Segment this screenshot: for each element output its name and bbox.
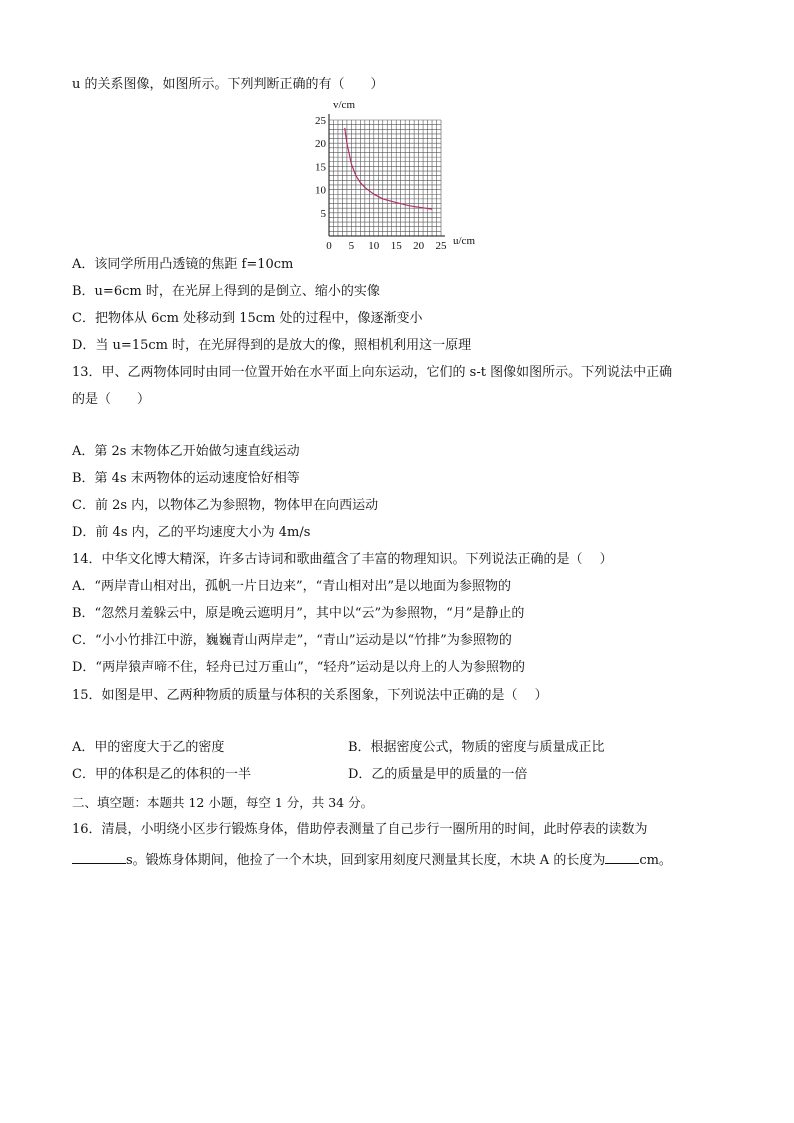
q15-option-c: C．甲的体积是乙的体积的一半 [72,767,251,782]
answer-blank-2[interactable] [605,849,639,864]
y-tick-label: 20 [315,138,326,151]
chart-x-label: u/cm [453,235,475,247]
chart-series-curve [345,128,432,209]
q12-stem: u 的关系图像，如图所示。下列判断正确的有（ ） [72,77,384,92]
q15-option-b: B．根据密度公式，物质的密度与质量成正比 [348,740,605,755]
q14-option-b: B．“忽然月羞躲云中，原是晚云遮明月”，其中以“云”为参照物，“月”是静止的 [72,606,525,621]
answer-blank-1[interactable] [72,849,126,864]
chart-y-label: v/cm [333,99,355,111]
x-tick-label: 0 [326,240,332,252]
x-tick-label: 10 [368,240,380,252]
y-tick-label: 5 [320,207,326,220]
q14-option-a: A．“两岸青山相对出，孤帆一片日边来”，“青山相对出”是以地面为参照物的 [72,579,511,594]
x-tick-label: 15 [390,240,402,252]
q13-stem-line2: 的是（ ） [72,392,151,407]
y-tick-label: 25 [315,115,326,127]
q12-option-c: C．把物体从 6cm 处移动到 15cm 处的过程中，像逐渐变小 [72,311,423,326]
q12-option-b: B．u=6cm 时，在光屏上得到的是倒立、缩小的实像 [72,284,380,299]
q16-line2-text-a: s。锻炼身体期间，他捡了一个木块，回到家用刻度尺测量其长度，木块 A 的长度为 [126,853,606,868]
y-tick-label: 15 [315,161,326,174]
x-tick-label: 25 [435,240,447,252]
section-title: 二、填空题：本题共 12 小题，每空 1 分，共 34 分。 [72,795,374,810]
u-v-graph [315,98,475,252]
q15-stem: 15．如图是甲、乙两种物质的质量与体积的关系图象，下列说法中正确的是（ ） [72,688,548,703]
q13-option-b: B．第 4s 末两物体的运动速度恰好相等 [72,471,300,486]
x-tick-label: 5 [348,240,355,252]
q13-stem-line1: 13．甲、乙两物体同时由同一位置开始在水平面上向东运动，它们的 s-t 图像如图所示。下列说法中正确 [72,365,673,380]
y-tick-label: 10 [315,184,326,197]
q16-line2 [72,849,672,870]
q13-option-d: D．前 4s 内，乙的平均速度大小为 4m/s [72,525,311,540]
x-tick-label: 20 [413,240,425,252]
q16-line1: 16．清晨，小明绕小区步行锻炼身体，借助停表测量了自己步行一圈所用的时间，此时停表的读数为 [72,822,648,837]
q15-option-a: A．甲的密度大于乙的密度 [72,740,225,755]
q15-option-d: D．乙的质量是甲的质量的一倍 [348,767,528,782]
q14-option-c: C．“小小竹排江中游，巍巍青山两岸走”，“青山”运动是以“竹排”为参照物的 [72,633,512,648]
q12-option-d: D．当 u=15cm 时，在光屏得到的是放大的像，照相机利用这一原理 [72,338,472,353]
q14-stem: 14．中华文化博大精深，许多古诗词和歌曲蕴含了丰富的物理知识。下列说法正确的是（ ） [72,552,613,567]
q13-option-a: A．第 2s 末物体乙开始做匀速直线运动 [72,444,300,459]
q14-option-d: D．“两岸猿声啼不住，轻舟已过万重山”，“轻舟”运动是以舟上的人为参照物的 [72,660,526,675]
q13-option-c: C．前 2s 内，以物体乙为参照物，物体甲在向西运动 [72,498,379,513]
q12-option-a: A．该同学所用凸透镜的焦距 f=10cm [72,257,294,272]
q16-line2-text-b: cm。 [639,853,672,868]
